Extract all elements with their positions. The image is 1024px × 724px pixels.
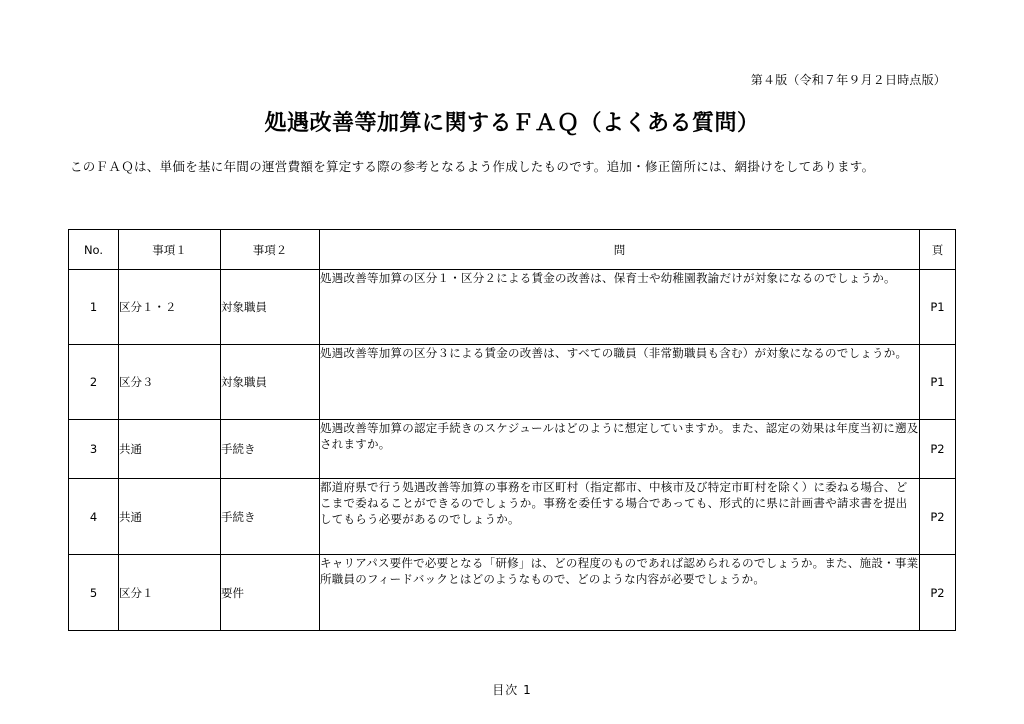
row-item1: 区分１・２ — [119, 270, 221, 345]
row-number: 1 — [69, 270, 119, 345]
row-item2: 手続き — [221, 479, 320, 555]
table-row — [69, 345, 956, 420]
column-header-no: No. — [69, 230, 119, 270]
row-number: 3 — [69, 420, 119, 479]
row-number: 5 — [69, 555, 119, 631]
table-header-row — [69, 230, 956, 270]
row-question: 都道府県で行う処遇改善等加算の事務を市区町村（指定都市、中核市及び特定市町村を除く）に委ねる場合、どこまで委ねることができるのでしょうか。事務を委任する場合であっても、形式的に県に計画書や請求書を提出してもらう必要があるのでしょうか。 — [320, 479, 920, 555]
row-item2: 対象職員 — [221, 270, 320, 345]
table-row — [69, 555, 956, 631]
page-number: 目次 1 — [492, 683, 532, 697]
row-page: P2 — [920, 479, 956, 555]
row-page: P2 — [920, 420, 956, 479]
row-number: 4 — [69, 479, 119, 555]
row-page: P2 — [920, 555, 956, 631]
row-item2: 手続き — [221, 420, 320, 479]
row-item1: 区分３ — [119, 345, 221, 420]
faq-table — [68, 229, 956, 631]
row-page: P1 — [920, 270, 956, 345]
table-row — [69, 479, 956, 555]
row-question: 処遇改善等加算の認定手続きのスケジュールはどのように想定していますか。また、認定の効果は年度当初に遡及されますか。 — [320, 420, 920, 479]
version-note: 第４版（令和７年９月２日時点版） — [750, 73, 946, 87]
row-question: キャリアパス要件で必要となる「研修」は、どの程度のものであれば認められるのでしょうか。また、施設・事業所職員のフィードバックとはどのようなもので、どのような内容が必要でしょうか。 — [320, 555, 920, 631]
row-question: 処遇改善等加算の区分１・区分２による賃金の改善は、保育士や幼稚園教諭だけが対象になるのでしょうか。 — [320, 270, 920, 345]
column-header-page: 頁 — [920, 230, 956, 270]
row-item1: 区分１ — [119, 555, 221, 631]
column-header-item1: 事項１ — [119, 230, 221, 270]
column-header-question: 問 — [320, 230, 920, 270]
row-item1: 共通 — [119, 420, 221, 479]
table-row — [69, 270, 956, 345]
row-item1: 共通 — [119, 479, 221, 555]
page-title: 処遇改善等加算に関するＦＡＱ（よくある質問） — [264, 111, 760, 136]
row-question: 処遇改善等加算の区分３による賃金の改善は、すべての職員（非常勤職員も含む）が対象になるのでしょうか。 — [320, 345, 920, 420]
intro-text: このＦＡＱは、単価を基に年間の運営費額を算定する際の参考となるよう作成したものです。追加・修正箇所には、網掛けをしてあります。 — [70, 159, 875, 174]
row-item2: 対象職員 — [221, 345, 320, 420]
table-row — [69, 420, 956, 479]
column-header-item2: 事項２ — [221, 230, 320, 270]
row-page: P1 — [920, 345, 956, 420]
row-item2: 要件 — [221, 555, 320, 631]
row-number: 2 — [69, 345, 119, 420]
